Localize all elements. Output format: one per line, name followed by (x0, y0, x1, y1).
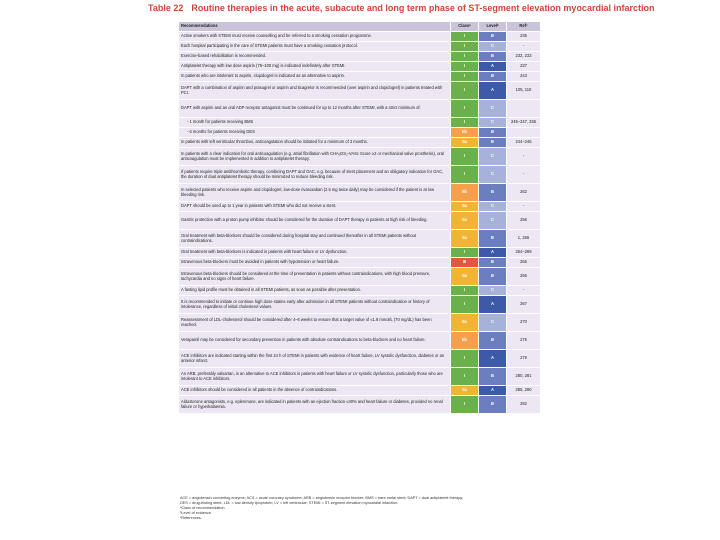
recommendation-cell: Gastric protection with a proton pump inhibitor should be considered for the duration of DAPT therapy in patients at high risk of bleeding. (179, 212, 451, 230)
recommendations-table (178, 21, 541, 414)
recommendation-cell: Intravenous beta-blockers should be considered at the time of presentation in patients without contraindications, with high blood pressure, tachycardia and no signs of heart failure. (179, 268, 451, 286)
recommendation-cell: Intravenous beta-blockers must be avoided in patients with hypotension or heart failure. (179, 258, 451, 268)
table-number: Table 22 (148, 3, 184, 13)
table-footnotes (180, 496, 560, 521)
reference-cell: 276 (507, 332, 541, 350)
reference-cell: - (507, 166, 541, 184)
reference-cell: - (507, 202, 541, 212)
table-row (179, 230, 541, 248)
table-caption: Routine therapies in the acute, subacute and long term phase of ST-segment elevation myocardial infarction (191, 3, 655, 13)
reference-cell: - (507, 148, 541, 166)
class-cell: IIb (451, 184, 479, 202)
recommendation-cell: DAPT with a combination of aspirin and prasugrel or aspirin and ticagrelor is recommended (over aspirin and clopidogrel) in patients treated with PCI. (179, 82, 451, 100)
level-cell: A (479, 386, 507, 396)
reference-cell: 245–247, 265 (507, 118, 541, 128)
table-row (179, 296, 541, 314)
level-cell: A (479, 82, 507, 100)
reference-cell: 232, 233 (507, 52, 541, 62)
class-cell: I (451, 118, 479, 128)
level-cell: B (479, 258, 507, 268)
table-header-row (179, 22, 541, 32)
class-cell: IIb (451, 332, 479, 350)
level-cell: A (479, 248, 507, 258)
level-cell: C (479, 212, 507, 230)
reference-cell: - (507, 286, 541, 296)
recommendation-cell: - 1 month for patients receiving BMS (179, 118, 451, 128)
table-row (179, 212, 541, 230)
level-cell: B (479, 32, 507, 42)
table-row (179, 314, 541, 332)
table-row (179, 202, 541, 212)
class-cell: IIa (451, 230, 479, 248)
table-row (179, 248, 541, 258)
table-row (179, 166, 541, 184)
class-cell: IIb (451, 128, 479, 138)
class-cell: I (451, 62, 479, 72)
footnote-line: DES = drug-eluting stent; LDL = low-density lipoprotein; LV = left ventricular; STEMI = ST-segment elevation myocardial infarction. (180, 501, 399, 505)
recommendation-cell: Each hospital participating in the care of STEMI patients must have a smoking cessation protocol. (179, 42, 451, 52)
table-row (179, 62, 541, 72)
reference-cell (507, 128, 541, 138)
recommendation-cell: ACE inhibitors are indicated starting within the first 24 h of STEMI in patients with evidence of heart failure, LV systolic dysfunction, diabetes or an anterior infarct. (179, 350, 451, 368)
level-cell: C (479, 314, 507, 332)
header-level: Levelᵇ (479, 22, 507, 32)
footnote-line: ᵇLevel of evidence. (180, 511, 213, 515)
class-cell: I (451, 166, 479, 184)
table-row (179, 396, 541, 414)
class-cell: I (451, 100, 479, 118)
class-cell: I (451, 42, 479, 52)
level-cell: B (479, 184, 507, 202)
document-page (140, 0, 655, 540)
recommendation-cell: In patients who are intolerant to aspirin, clopidogrel is indicated as an alternative to aspirin. (179, 72, 451, 82)
recommendation-cell: - 6 months for patients receiving DES (179, 128, 451, 138)
recommendation-cell: Verapamil may be considered for secondary prevention in patients with absolute contraindications to beta-blockers and no heart failure. (179, 332, 451, 350)
class-cell: I (451, 296, 479, 314)
reference-cell: 282 (507, 396, 541, 414)
class-cell: I (451, 286, 479, 296)
class-cell: I (451, 368, 479, 386)
recommendation-cell: ACE inhibitors should be considered in all patients in the absence of contraindications. (179, 386, 451, 396)
class-cell: I (451, 248, 479, 258)
table-row (179, 148, 541, 166)
reference-cell: 235 (507, 32, 541, 42)
level-cell: C (479, 148, 507, 166)
class-cell: I (451, 350, 479, 368)
class-cell: IIa (451, 202, 479, 212)
recommendation-cell: In selected patients who receive aspirin and clopidogrel, low-dose rivaroxaban (2.5 mg twice daily) may be considered if the patient is at low bleeding risk. (179, 184, 451, 202)
class-cell: IIa (451, 212, 479, 230)
recommendation-cell: Oral treatment with beta-blockers is indicated in patients with heart failure or LV dysfunction. (179, 248, 451, 258)
class-cell: I (451, 32, 479, 42)
recommendation-cell: A fasting lipid profile must be obtained in all STEMI patients, as soon as possible after presentation. (179, 286, 451, 296)
table-title (148, 3, 655, 13)
table-body (179, 32, 541, 414)
table-row (179, 386, 541, 396)
table-row (179, 258, 541, 268)
recommendation-cell: Oral treatment with beta-blockers should be considered during hospital stay and continued thereafter in all STEMI patients without contraindications. (179, 230, 451, 248)
class-cell: IIa (451, 386, 479, 396)
reference-cell: 237 (507, 62, 541, 72)
reference-cell: 264–289 (507, 248, 541, 258)
header-class: Classᵃ (451, 22, 479, 32)
level-cell: A (479, 350, 507, 368)
recommendation-cell: DAPT should be used up to 1 year in patients with STEMI who did not receive a stent. (179, 202, 451, 212)
level-cell: A (479, 62, 507, 72)
level-cell: B (479, 396, 507, 414)
table-row (179, 118, 541, 128)
table-row (179, 42, 541, 52)
class-cell: IIa (451, 138, 479, 148)
reference-cell: 266 (507, 258, 541, 268)
footnote-line: ACE = angiotensin-converting enzyme; ACS = acute coronary syndrome; ARB = angiotensin receptor blocker; BMS = bare-metal stent; DAPT = dual antiplatelet therapy; (180, 496, 464, 500)
reference-cell: - (507, 42, 541, 52)
level-cell: B (479, 138, 507, 148)
reference-cell: 1, 266 (507, 230, 541, 248)
class-cell: I (451, 72, 479, 82)
class-cell: I (451, 82, 479, 100)
table-row (179, 268, 541, 286)
level-cell: C (479, 166, 507, 184)
level-cell: A (479, 296, 507, 314)
recommendation-cell: In patients with left ventricular thrombus, anticoagulation should be initiated for a minimum of 3 months. (179, 138, 451, 148)
table-row (179, 52, 541, 62)
reference-cell: 270 (507, 314, 541, 332)
reference-cell: 279 (507, 350, 541, 368)
recommendation-cell: Aldosterone antagonists, e.g. eplerenone, are indicated in patients with an ejection fraction ≤40% and heart failure or diabetes, provided no renal failure or hyperkalaemia. (179, 396, 451, 414)
table-row (179, 100, 541, 118)
level-cell: B (479, 128, 507, 138)
footnote-line: ᶜReferences. (180, 516, 202, 520)
reference-cell: 105, 110 (507, 82, 541, 100)
level-cell: B (479, 72, 507, 82)
reference-cell: 244–246 (507, 138, 541, 148)
table-row (179, 184, 541, 202)
table-row (179, 128, 541, 138)
reference-cell (507, 100, 541, 118)
reference-cell: 243 (507, 72, 541, 82)
table-row (179, 286, 541, 296)
class-cell: IIa (451, 268, 479, 286)
table-row (179, 350, 541, 368)
recommendation-cell: Antiplatelet therapy with low dose aspirin (75–100 mg) is indicated indefinitely after STEMI. (179, 62, 451, 72)
table-row (179, 138, 541, 148)
class-cell: I (451, 396, 479, 414)
class-cell: IIa (451, 314, 479, 332)
table-row (179, 368, 541, 386)
level-cell: C (479, 118, 507, 128)
level-cell: B (479, 268, 507, 286)
header-recommendations: Recommendations (179, 22, 451, 32)
level-cell: B (479, 230, 507, 248)
table-row (179, 72, 541, 82)
recommendation-cell: Active smokers with STEMI must receive counselling and be referred to a smoking cessation programme. (179, 32, 451, 42)
reference-cell: 267 (507, 296, 541, 314)
level-cell: B (479, 332, 507, 350)
footnote-line: ᵃClass of recommendation. (180, 506, 226, 510)
level-cell: B (479, 52, 507, 62)
header-ref: Refᶜ (507, 22, 541, 32)
level-cell: B (479, 368, 507, 386)
table-row (179, 32, 541, 42)
recommendation-cell: An ARB, preferably valsartan, is an alternative to ACE inhibitors in patients with heart failure or LV systolic dysfunction, particularly those who are intolerant to ACE inhibitors. (179, 368, 451, 386)
table-row (179, 82, 541, 100)
level-cell: C (479, 202, 507, 212)
reference-cell: 262 (507, 184, 541, 202)
class-cell: I (451, 148, 479, 166)
level-cell: C (479, 286, 507, 296)
reference-cell: 256 (507, 212, 541, 230)
recommendation-cell: In patients with a clear indication for oral anticoagulation (e.g. atrial fibrillation with CHA₂DS₂-VASc Score ≥2 or mechanical valve prosthesis), oral anticoagulation must be implemented in addition to antiplatelet therapy. (179, 148, 451, 166)
class-cell: I (451, 52, 479, 62)
recommendation-cell: Exercise-based rehabilitation is recommended. (179, 52, 451, 62)
reference-cell: 280, 281 (507, 368, 541, 386)
class-cell: III (451, 258, 479, 268)
level-cell: C (479, 100, 507, 118)
level-cell: C (479, 42, 507, 52)
recommendation-cell: Reassessment of LDL-cholesterol should be considered after 4–6 weeks to ensure that a target value of ≤1.8 mmol/L (70 mg/dL) has been reached. (179, 314, 451, 332)
recommendation-cell: If patients require triple antithrombotic therapy, combining DAPT and OAC, e.g. because of stent placement and an obligatory indication for OAC, the duration of dual antiplatelet therapy should be minimized to reduce bleeding risk. (179, 166, 451, 184)
reference-cell: 285, 290 (507, 386, 541, 396)
reference-cell: 266 (507, 268, 541, 286)
recommendation-cell: DAPT with aspirin and an oral ADP receptor antagonist must be continued for up to 12 months after STEMI, with a strict minimum of: (179, 100, 451, 118)
recommendation-cell: It is recommended to initiate or continue high dose statins early after admission in all STEMI patients without contraindication or history of intolerance, regardless of initial cholesterol values. (179, 296, 451, 314)
table-row (179, 332, 541, 350)
